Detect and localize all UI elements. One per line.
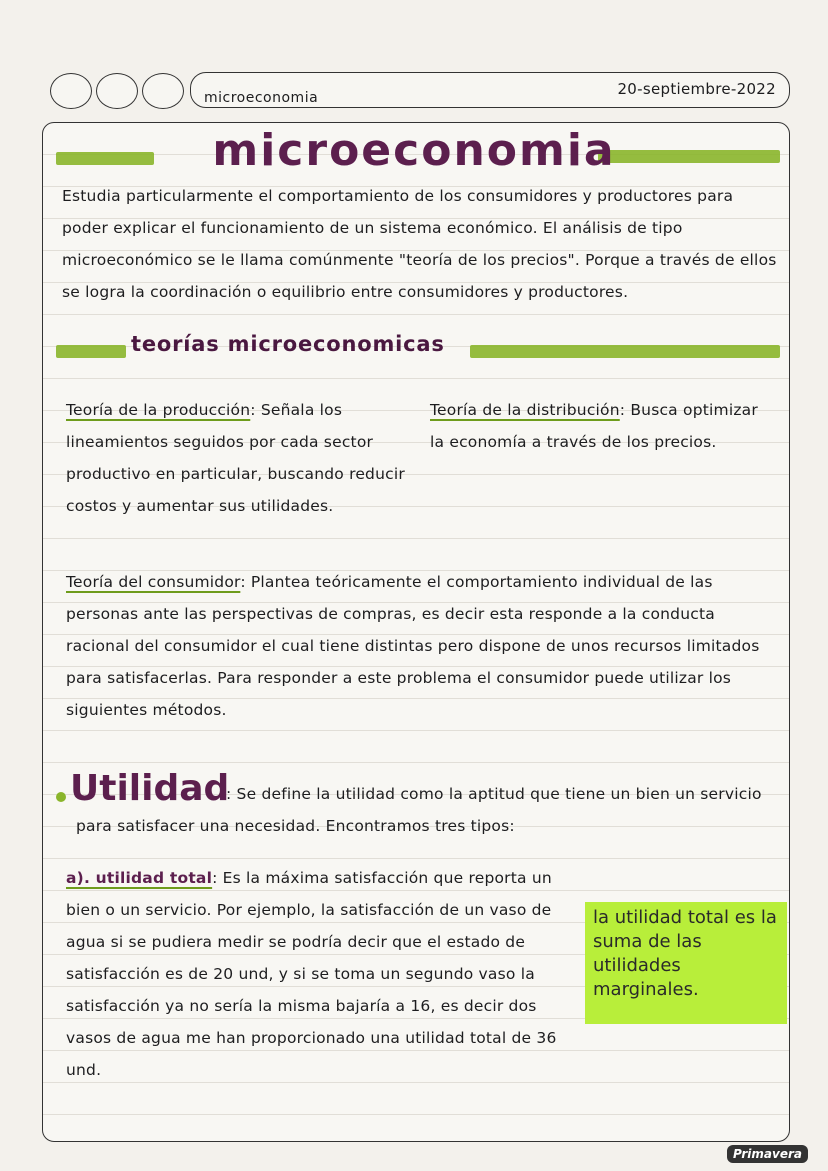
utility-definition-text: : Se define la utilidad como la aptitud que tiene un bien un servicio para satisfacer una necesidad. Encontramos tres tipos: <box>76 785 762 835</box>
utility-total-item <box>66 862 578 1086</box>
theory-production-text: : Señala los lineamientos seguidos por cada sector productivo en particular, buscando reducir costos y aumentar sus utilidades. <box>66 401 405 515</box>
theory-distribution-label: Teoría de la distribución <box>430 401 620 419</box>
sticky-note: la utilidad total es la suma de las utilidades marginales. <box>585 902 787 1024</box>
header-circle-2 <box>96 73 138 109</box>
theory-distribution-text: : Busca optimizar la economía a través de los precios. <box>430 401 758 451</box>
section-highlight-right <box>470 345 780 358</box>
header-subject: microeconomia <box>204 90 319 106</box>
header-circle-3 <box>142 73 184 109</box>
section-highlight-left <box>56 345 126 358</box>
utility-total-label: a). utilidad total <box>66 869 213 887</box>
theory-production-label: Teoría de la producción <box>66 401 251 419</box>
theory-distribution <box>430 394 770 458</box>
theory-consumer <box>66 566 782 726</box>
utility-total-text: : Es la máxima satisfacción que reporta un bien o un servicio. Por ejemplo, la satisfacción de un vaso de agua si se pudiera medir se podría decir que el estado de satisfacción es de 20 und, y si se toma un segundo vaso la satisfacción ya no sería la misma bajaría a 16, es decir dos vasos de agua me han proporcionado una utilidad total de 36 und. <box>66 869 557 1079</box>
theory-production <box>66 394 406 522</box>
intro-paragraph: Estudia particularmente el comportamiento de los consumidores y productores para poder explicar el funcionamiento de un sistema económico. El análisis de tipo microeconómico se le llama comúnmente "teoría de los precios". Porque a través de ellos se logra la coordinación o equilibrio entre consumidores y productores. <box>62 187 777 301</box>
utility-definition <box>76 778 782 842</box>
utility-heading: Utilidad <box>70 768 230 809</box>
theory-consumer-label: Teoría del consumidor <box>66 573 241 591</box>
header-date: 20-septiembre-2022 <box>617 80 776 98</box>
theory-consumer-text: : Plantea teóricamente el comportamiento individual de las personas ante las perspectivas de compras, es decir esta responde a la conducta racional del consumidor el cual tiene distintas pero dispone de unos recursos limitados para satisfacerlas. Para responder a este problema el consumidor puede utilizar los siguientes métodos. <box>66 573 760 719</box>
header-circle-1 <box>50 73 92 109</box>
brand-logo: Primavera <box>727 1145 808 1163</box>
utility-bullet <box>56 792 66 802</box>
section-theories-heading: teorías microeconomicas <box>131 332 445 356</box>
page-title: microeconomia <box>212 125 616 176</box>
